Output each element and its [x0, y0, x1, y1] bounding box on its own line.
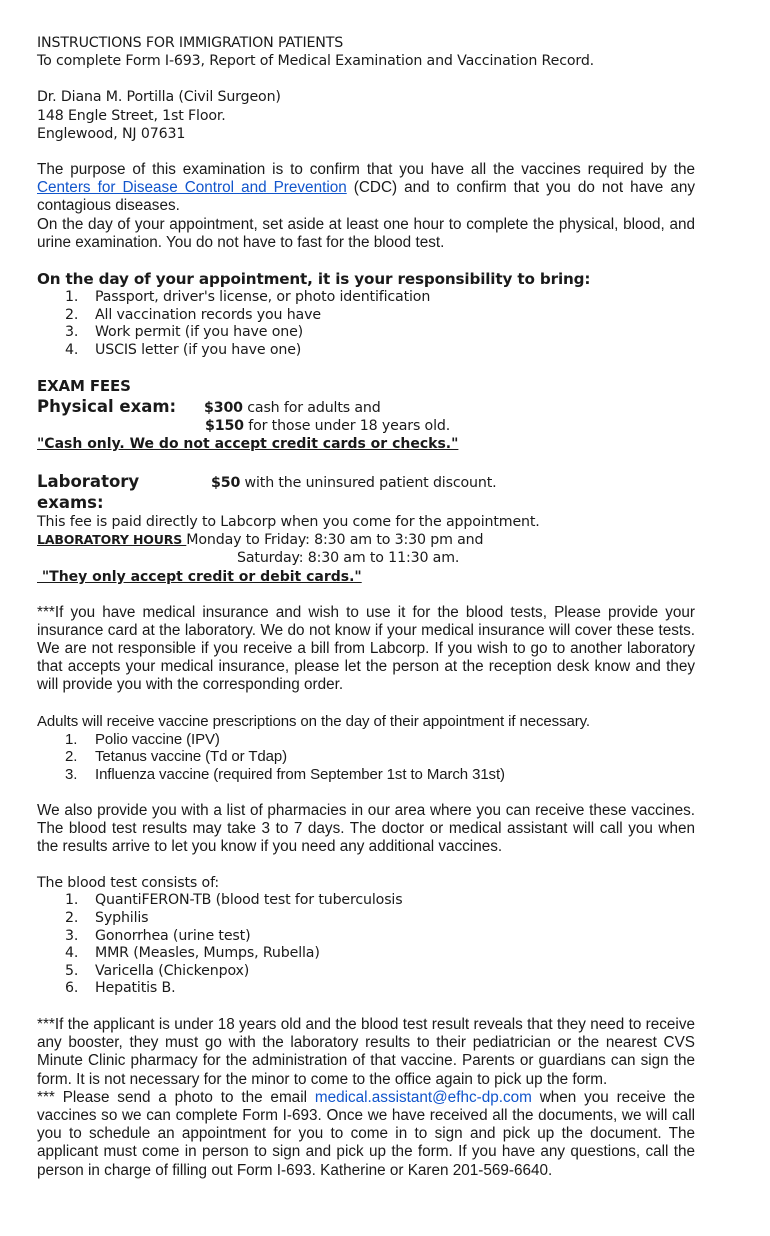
list-item: 2. Syphilis: [65, 910, 149, 927]
card-only-note: "They only accept credit or debit cards.": [37, 568, 362, 585]
pharmacies-note: We also provide you with a list of pharmacies in our area where you can receive these vaccines. The blood test results may take 3 to 7 days. The doctor or medical assistant will call you when the results arrive to let you know if you need any additional vaccines.: [37, 801, 695, 856]
physical-adult-amount: $300: [204, 399, 243, 416]
list-item: 3. Gonorrhea (urine test): [65, 927, 251, 944]
cash-only-note: "Cash only. We do not accept credit cards or checks.": [37, 436, 459, 453]
list-item: 3. Influenza vaccine (required from September 1st to March 31st): [65, 766, 505, 784]
blood-test-intro: The blood test consists of:: [37, 875, 220, 892]
email-link[interactable]: medical.assistant@efhc-dp.com: [314, 1088, 532, 1106]
list-item: 2. All vaccination records you have: [65, 306, 321, 323]
insurance-note: ***If you have medical insurance and wish to use it for the blood tests, Please provide your insurance card at the laboratory. We do not know if your medical insurance will cover these tests. We are not responsible if you receive a bill from Labcorp. If you wish to go to another laboratory that accepts your medical insurance, please let the person at the reception desk know and they will provide you with the corresponding order.: [37, 603, 695, 694]
list-item: 3. Work permit (if you have one): [65, 324, 304, 341]
list-item: 4. MMR (Measles, Mumps, Rubella): [65, 945, 320, 962]
minor-note: ***If the applicant is under 18 years old and the blood test result reveals that they need to receive any booster, they must go with the laboratory results to their pediatrician or the nearest CVS Minute Clinic pharmacy for the administration of that vaccine. Parents or guardians can sign the form. It is not necessary for the minor to come to the office again to pick up the form.: [37, 1016, 695, 1088]
list-item: 1. Polio vaccine (IPV): [65, 730, 220, 748]
doctor-name: Dr. Diana M. Portilla (Civil Surgeon): [37, 89, 281, 106]
list-item: 5. Varicella (Chickenpox): [65, 962, 250, 979]
cdc-link[interactable]: Centers for Disease Control and Prevention: [37, 179, 347, 197]
list-item: 6. Hepatitis B.: [65, 980, 176, 997]
lab-amount: $50: [211, 475, 241, 492]
lab-paid-note: This fee is paid directly to Labcorp when you come for the appointment.: [37, 514, 540, 531]
blood-test-list: [37, 892, 695, 998]
document-title: INSTRUCTIONS FOR IMMIGRATION PATIENTS: [37, 35, 344, 51]
lab-hours-weekday: LABORATORY HOURS Monday to Friday: 8:30 am to 3:30 pm and: [37, 532, 484, 549]
lab-exam-label: Laboratory exams:: [37, 472, 140, 513]
vaccines-intro: Adults will receive vaccine prescriptions on the day of their appointment if necessary.: [37, 712, 590, 730]
address-line-1: 148 Engle Street, 1st Floor.: [37, 107, 226, 124]
physical-minor-fee: $150 for those under 18 years old.: [205, 417, 451, 434]
document-subtitle: To complete Form I-693, Report of Medical Examination and Vaccination Record.: [37, 53, 595, 70]
physical-exam-label: Physical exam:: [37, 396, 177, 416]
exam-fees-heading: EXAM FEES: [37, 377, 131, 396]
lab-fee-row: Laboratory exams: $50 with the uninsured patient discount.: [37, 472, 497, 513]
physical-minor-amount: $150: [205, 417, 244, 434]
list-item: 1. QuantiFERON-TB (blood test for tuberculosis: [65, 892, 403, 909]
address-line-2: Englewood, NJ 07631: [37, 125, 186, 142]
list-item: 2. Tetanus vaccine (Td or Tdap): [65, 748, 288, 766]
list-item: 1. Passport, driver's license, or photo identification: [65, 289, 431, 306]
bring-list: [37, 289, 695, 359]
lab-hours-saturday: Saturday: 8:30 am to 11:30 am.: [237, 550, 460, 567]
bring-heading: On the day of your appointment, it is your responsibility to bring:: [37, 270, 591, 289]
lab-hours-label: LABORATORY HOURS: [37, 532, 187, 548]
photo-note: *** Please send a photo to the email medical.assistant@efhc-dp.com when you receive the vaccines so we can complete Form I-693. Once we have received all the documents, we will call you to schedule an appointment for you to come in to sign and pick up the document. The applicant must come in person to sign and pick up the form. If you have any questions, call the person in charge of filling out Form I-693. Katherine or Karen 201-569-6640.: [37, 1088, 695, 1179]
document-page: [37, 34, 695, 1180]
appointment-note: On the day of your appointment, set aside at least one hour to complete the physical, blood, and urine examination. You do not have to fast for the blood test.: [37, 215, 695, 251]
physical-fee-row: Physical exam: $300 cash for adults and: [37, 396, 381, 416]
purpose-paragraph: The purpose of this examination is to confirm that you have all the vaccines required by the Centers for Disease Control and Prevention (CDC) and to confirm that you do not have any contagious diseases.: [37, 161, 695, 215]
list-item: 4. USCIS letter (if you have one): [65, 341, 302, 358]
vaccine-list: [37, 731, 695, 784]
